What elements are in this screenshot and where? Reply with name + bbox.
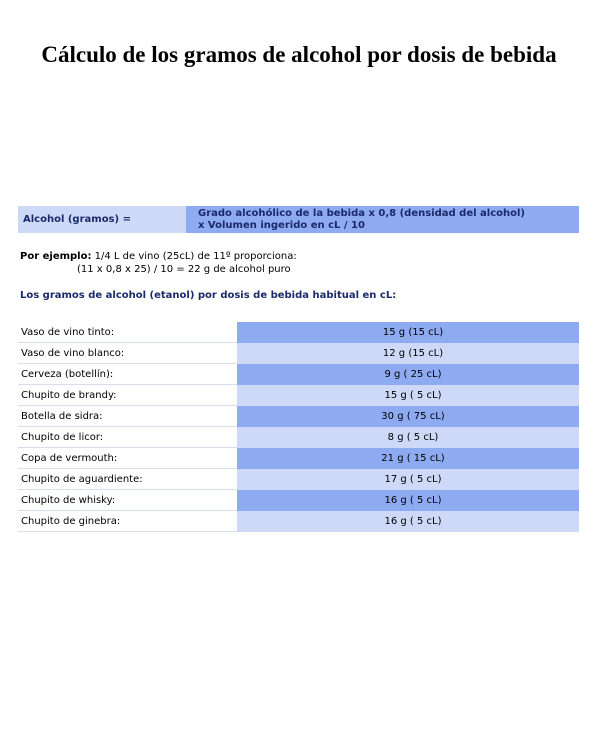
example-block — [20, 250, 297, 276]
drink-name: Vaso de vino tinto: — [18, 322, 237, 343]
page-title: Cálculo de los gramos de alcohol por dosis de bebida — [41, 42, 557, 67]
drink-value: 15 g ( 5 cL) — [237, 385, 579, 406]
drink-value: 21 g ( 15 cL) — [237, 448, 579, 469]
drink-value: 9 g ( 25 cL) — [237, 364, 579, 385]
table-row — [18, 385, 579, 406]
table-row — [18, 469, 579, 490]
drink-value: 30 g ( 75 cL) — [237, 406, 579, 427]
table-row — [18, 343, 579, 364]
drink-name: Chupito de whisky: — [18, 490, 237, 511]
table-row — [18, 406, 579, 427]
drink-value: 16 g ( 5 cL) — [237, 511, 579, 532]
drink-value: 17 g ( 5 cL) — [237, 469, 579, 490]
drink-value: 12 g (15 cL) — [237, 343, 579, 364]
table-row — [18, 364, 579, 385]
table-row — [18, 427, 579, 448]
formula-lhs: Alcohol (gramos) = — [18, 206, 186, 233]
example-text: 1/4 L de vino (25cL) de 11º proporciona: — [91, 251, 297, 262]
table-row — [18, 511, 579, 532]
drinks-table — [18, 322, 579, 532]
section-subtitle: Los gramos de alcohol (etanol) por dosis de bebida habitual en cL: — [20, 290, 397, 301]
drink-name: Copa de vermouth: — [18, 448, 237, 469]
formula-rhs-line1: Grado alcohólico de la bebida x 0,8 (densidad del alcohol) — [198, 208, 525, 219]
drink-name: Chupito de ginebra: — [18, 511, 237, 532]
example-line1 — [20, 250, 297, 263]
table-row — [18, 490, 579, 511]
drink-value: 8 g ( 5 cL) — [237, 427, 579, 448]
drink-value: 15 g (15 cL) — [237, 322, 579, 343]
drink-name: Vaso de vino blanco: — [18, 343, 237, 364]
drink-name: Chupito de brandy: — [18, 385, 237, 406]
table-row — [18, 322, 579, 343]
drink-name: Cerveza (botellín): — [18, 364, 237, 385]
drink-name: Chupito de aguardiente: — [18, 469, 237, 490]
drink-value: 16 g ( 5 cL) — [237, 490, 579, 511]
table-row — [18, 448, 579, 469]
drink-name: Botella de sidra: — [18, 406, 237, 427]
example-label: Por ejemplo: — [20, 251, 92, 262]
formula-rhs-line2: x Volumen ingerido en cL / 10 — [198, 220, 365, 231]
example-line2: (11 x 0,8 x 25) / 10 = 22 g de alcohol puro — [77, 264, 291, 275]
formula-box — [18, 206, 579, 233]
drink-name: Chupito de licor: — [18, 427, 237, 448]
formula-rhs — [186, 206, 579, 233]
